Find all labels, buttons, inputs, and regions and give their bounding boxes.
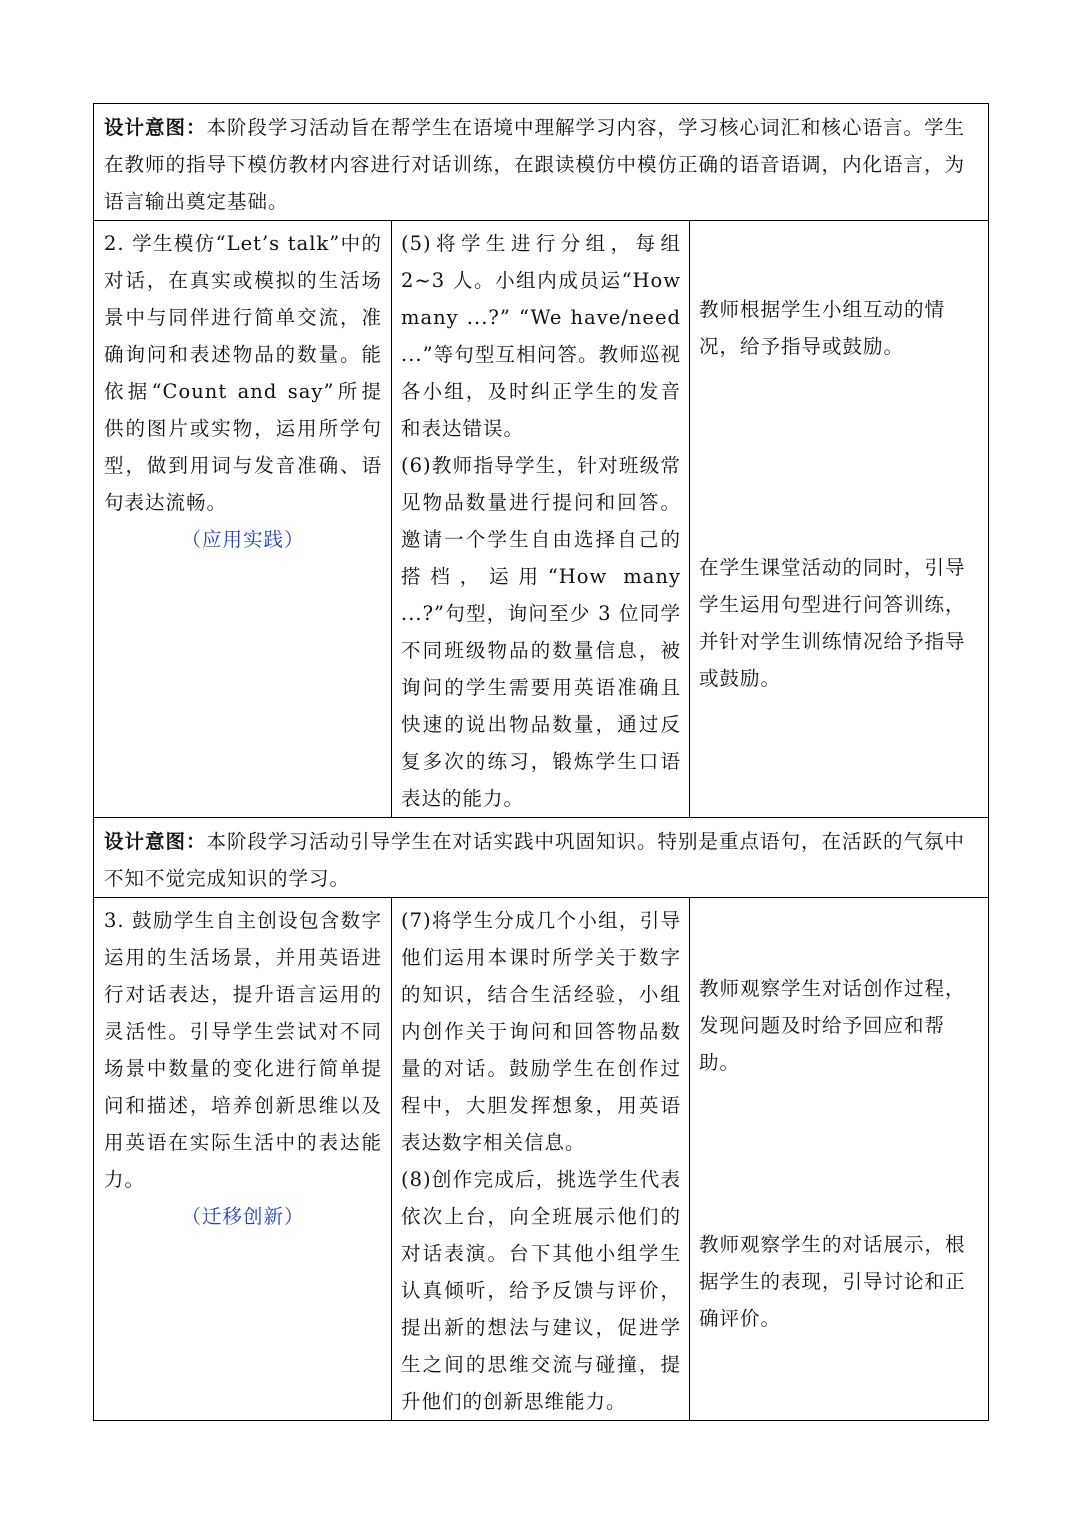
activity-8-text: (8)创作完成后，挑选学生代表依次上台，向全班展示他们的对话表演。台下其他小组学生认真倾听，给予反馈与评价，提出新的想法与建议，促进学生之间的思维交流与碰撞，提升他们的创新思维能力。 [401,1168,681,1413]
design-intent-row-1 [94,104,989,221]
learning-goal-text: 3. 鼓励学生自主创设包含数字运用的生活场景，并用英语进行对话表达，提升语言运用的灵活性。引导学生尝试对不同场景中数量的变化进行简单提问和描述，培养创新思维以及用英语在实际生活中的表达能力。 [104,909,382,1191]
design-intent-text: 本阶段学习活动引导学生在对话实践中巩固知识。特别是重点语句，在活跃的气氛中不知不觉完成知识的学习。 [104,830,966,890]
feedback-cell [690,221,989,818]
design-intent-label: 设计意图： [104,830,207,853]
feedback-2-text: 教师观察学生的对话展示，根据学生的表现，引导讨论和正确评价。 [699,1233,966,1330]
teaching-activity-cell [392,898,690,1421]
activity-7-text: (7)将学生分成几个小组，引导他们运用本课时所学关于数字的知识，结合生活经验，小组内创作关于询问和回答物品数量的对话。鼓励学生在创作过程中，大胆发挥想象，用英语表达数字相关信息。 [401,909,681,1154]
activity-5-text: (5)将学生进行分组，每组 2~3 人。小组内成员运“How many ...?” “We have/need ...”等句型互相问答。教师巡视各小组，及时纠正学生的发音和表达错误。 [401,232,681,440]
design-intent-row-2 [94,818,989,898]
activity-row-2 [94,221,989,818]
design-intent-cell [94,818,989,898]
stage-label: （应用实践） [181,528,305,551]
design-intent-cell [94,104,989,221]
activity-6-text: (6)教师指导学生，针对班级常见物品数量进行提问和回答。邀请一个学生自由选择自己的搭档，运用“How many ...?”句型，询问至少 3 位同学不同班级物品的数量信息，被询问的学生需要用英语准确且快速的说出物品数量，通过反复多次的练习，锻炼学生口语表达的能力。 [401,454,681,810]
feedback-1-text: 教师根据学生小组互动的情况，给予指导或鼓励。 [699,298,946,358]
teaching-activity-cell [392,221,690,818]
learning-goal-text: 2. 学生模仿“Let’s talk”中的对话，在真实或模拟的生活场景中与同伴进行简单交流，准确询问和表述物品的数量。能依据“Count and say”所提供的图片或实物，运用所学句型，做到用词与发音准确、语句表达流畅。 [104,232,382,514]
design-intent-label: 设计意图： [104,116,207,139]
learning-goal-cell [94,898,392,1421]
feedback-1-text: 教师观察学生对话创作过程，发现问题及时给予回应和帮助。 [699,977,966,1074]
stage-label: （迁移创新） [181,1205,305,1228]
lesson-plan-table [93,103,989,1421]
activity-row-3 [94,898,989,1421]
feedback-cell [690,898,989,1421]
feedback-2-text: 在学生课堂活动的同时，引导学生运用句型进行问答训练，并针对学生训练情况给予指导或鼓励。 [699,556,966,690]
learning-goal-cell [94,221,392,818]
design-intent-text: 本阶段学习活动旨在帮学生在语境中理解学习内容，学习核心词汇和核心语言。学生在教师的指导下模仿教材内容进行对话训练，在跟读模仿中模仿正确的语音语调，内化语言，为语言输出奠定基础。 [104,116,966,213]
